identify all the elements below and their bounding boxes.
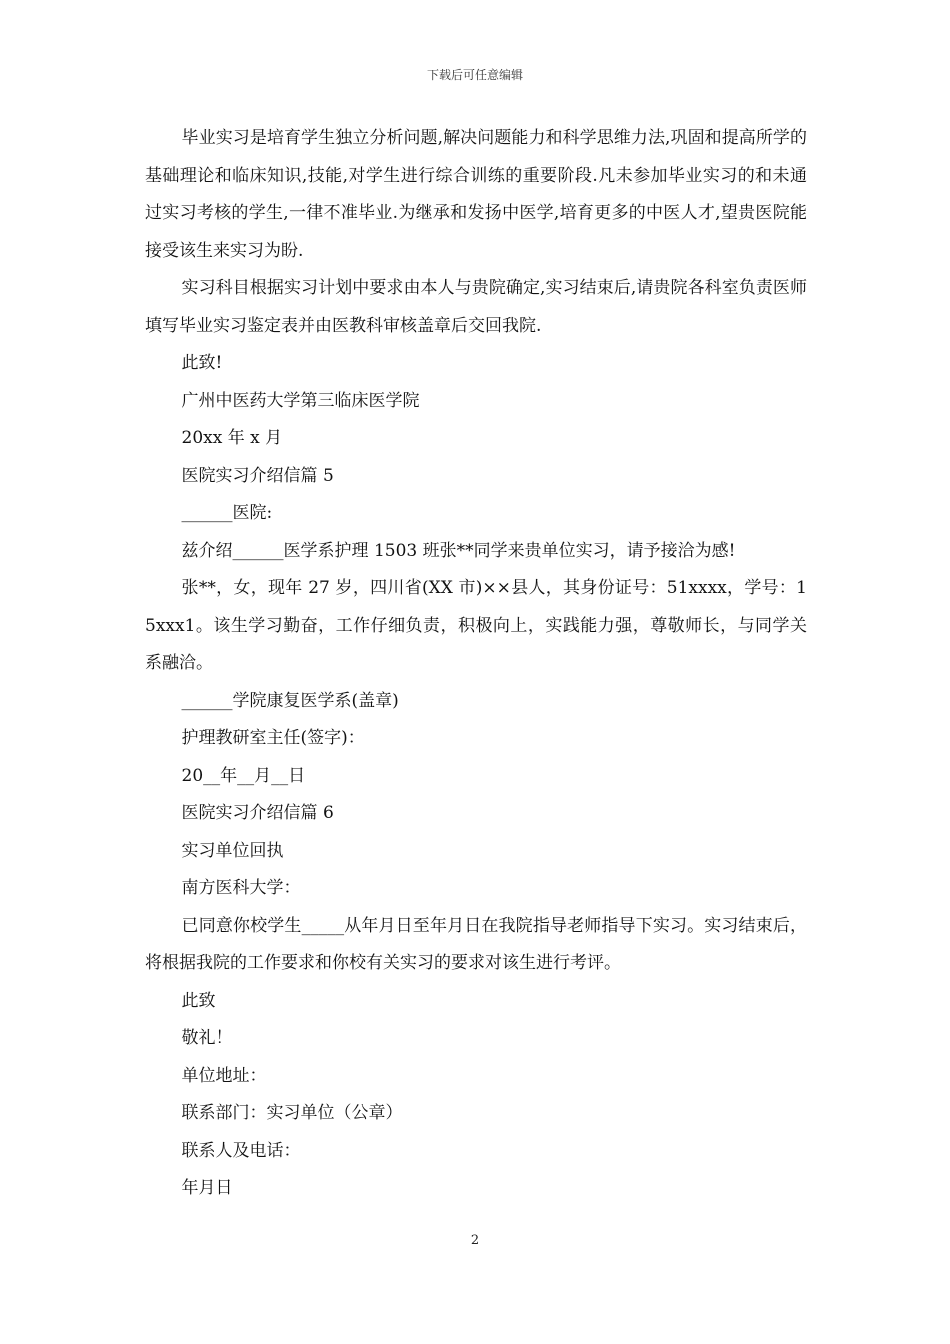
page-number: 2	[470, 1233, 480, 1248]
unit-address-line: 单位地址：	[181, 1065, 267, 1086]
contact-department-line: 联系部门：实习单位（公章）	[181, 1103, 403, 1123]
receipt-regards: 敬礼！	[181, 1028, 233, 1048]
student-profile: 张**，女，现年 27 岁，四川省(XX 市)××县人，其身份证号：51xxxx，学号：15xxx1。该生学习勤奋，工作仔细负责，积极向上，实践能力强，尊敬师长，与同学关系融洽。	[145, 578, 807, 673]
paragraph-internship-purpose: 毕业实习是培育学生独立分析问题,解决问题能力和科学思维力法,巩固和提高所学的基础理论和临床知识,技能,对学生进行综合训练的重要阶段.凡未参加毕业实习的和未通过实习考核的学生,一律不准毕业.为继承和发扬中医学,培育更多的中医人才,望贵医院能接受该生来实习为盼.	[145, 128, 807, 261]
date-blank-line: 20__年__月__日	[181, 765, 306, 786]
document-body	[145, 120, 807, 1208]
receipt-body: 已同意你校学生_____从年月日至年月日在我院指导老师指导下实习。实习结束后，将根据我院的工作要求和你校有关实习的要求对该生进行考评。	[145, 915, 807, 973]
letter-date: 20xx 年 x 月	[181, 428, 283, 448]
section-title-6: 医院实习介绍信篇 6	[181, 803, 334, 823]
receipt-date-line: 年月日	[181, 1178, 233, 1198]
sender-institution: 广州中医药大学第三临床医学院	[181, 390, 420, 411]
receipt-closing: 此致	[181, 990, 216, 1011]
contact-person-line: 联系人及电话：	[181, 1140, 301, 1161]
department-seal-line: ______学院康复医学系(盖章)	[181, 690, 399, 711]
closing-salutation: 此致!	[181, 353, 223, 373]
page-header: 下载后可任意编辑	[426, 68, 523, 82]
paragraph-internship-subjects: 实习科目根据实习计划中要求由本人与贵院确定,实习结束后,请贵院各科室负责医师填写毕业实习鉴定表并由医教科审核盖章后交回我院.	[145, 278, 807, 336]
director-signature-line: 护理教研室主任(签字)：	[181, 728, 365, 748]
receipt-recipient: 南方医科大学：	[181, 878, 301, 898]
receipt-title: 实习单位回执	[181, 840, 284, 861]
introduction-line: 兹介绍______医学系护理 1503 班张**同学来贵单位实习，请予接洽为感!	[181, 540, 736, 561]
section-title-5: 医院实习介绍信篇 5	[181, 465, 334, 486]
recipient-hospital: ______医院:	[181, 503, 273, 523]
